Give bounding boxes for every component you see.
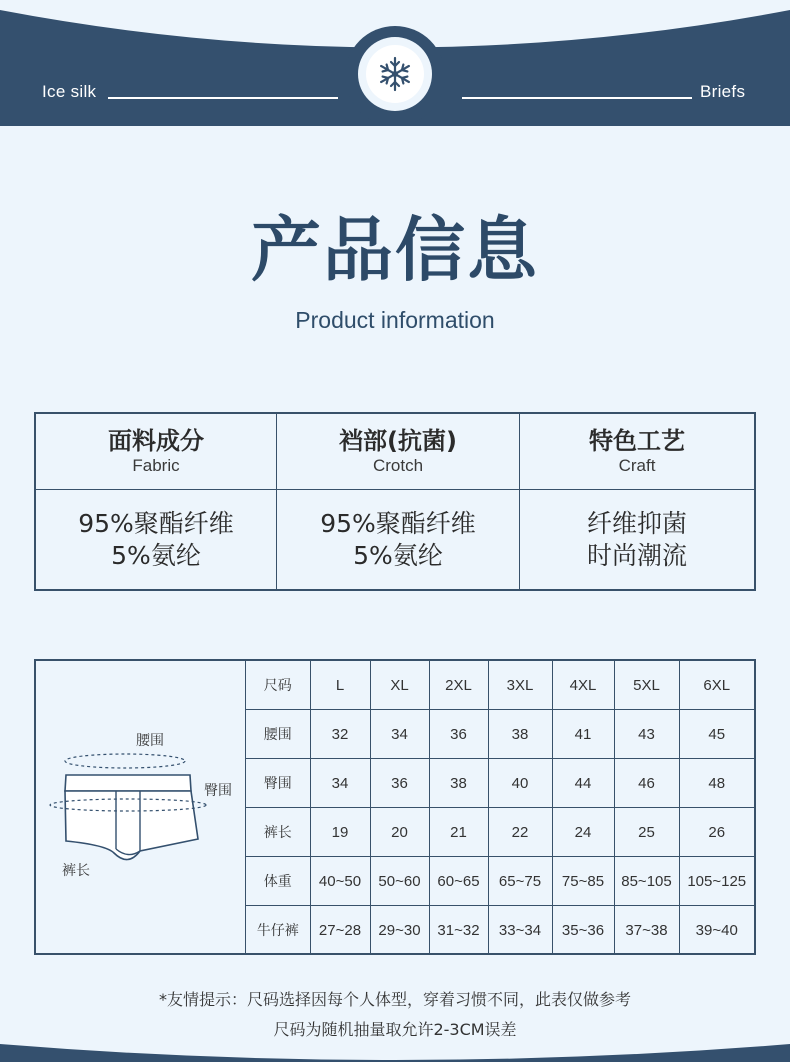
size-cell: 60~65 xyxy=(429,857,488,906)
size-cell: 44 xyxy=(552,759,614,808)
header-left-label: Ice silk xyxy=(42,82,97,101)
size-cell: 29~30 xyxy=(370,906,429,955)
diagram-length-label: 裤长 xyxy=(62,863,90,879)
size-row-label: 臀围 xyxy=(246,759,310,808)
size-row xyxy=(246,759,754,808)
size-cell: 6XL xyxy=(679,661,754,710)
size-cell: 34 xyxy=(370,710,429,759)
briefs-diagram-icon xyxy=(36,661,246,953)
size-cell: 4XL xyxy=(552,661,614,710)
header-right-label: Briefs xyxy=(700,82,746,101)
size-row-label: 牛仔裤 xyxy=(246,906,310,955)
info-value-line: 5%氨纶 xyxy=(353,541,443,570)
info-value-line: 95%聚酯纤维 xyxy=(78,509,234,538)
info-value-line: 纤维抑菌 xyxy=(586,509,687,538)
size-cell: 31~32 xyxy=(429,906,488,955)
size-cell: 20 xyxy=(370,808,429,857)
info-header-cn: 特色工艺 xyxy=(589,427,685,455)
size-cell: 40 xyxy=(488,759,552,808)
info-value-line: 时尚潮流 xyxy=(586,541,687,570)
size-note-line2: 尺码为随机抽量取允许2-3CM误差 xyxy=(273,1020,517,1039)
measurement-diagram xyxy=(36,661,246,953)
info-value-line: 5%氨纶 xyxy=(111,541,201,570)
size-row-label: 尺码 xyxy=(246,661,310,710)
info-header-crotch xyxy=(277,414,520,489)
size-header-row xyxy=(246,661,754,710)
page-subtitle: Product information xyxy=(295,307,495,333)
info-header-fabric xyxy=(36,414,277,489)
size-cell: 32 xyxy=(310,710,370,759)
product-info-table xyxy=(34,412,756,591)
info-table-header-row xyxy=(36,414,754,490)
size-cell: 19 xyxy=(310,808,370,857)
size-cell: 39~40 xyxy=(679,906,754,955)
size-cell: 3XL xyxy=(488,661,552,710)
size-cell: 33~34 xyxy=(488,906,552,955)
size-cell: 36 xyxy=(429,710,488,759)
size-note-line1: *友情提示：尺码选择因每个人体型，穿着习惯不同，此表仅做参考 xyxy=(158,990,631,1009)
size-cell: 34 xyxy=(310,759,370,808)
info-table-body-row xyxy=(36,490,754,590)
size-cell: 38 xyxy=(488,710,552,759)
size-row xyxy=(246,710,754,759)
size-cell: 75~85 xyxy=(552,857,614,906)
info-value-craft xyxy=(520,490,754,590)
snowflake-icon xyxy=(373,52,417,96)
size-row xyxy=(246,808,754,857)
size-cell: XL xyxy=(370,661,429,710)
size-cell: 2XL xyxy=(429,661,488,710)
size-cell: 21 xyxy=(429,808,488,857)
info-value-line: 95%聚酯纤维 xyxy=(320,509,476,538)
size-chart xyxy=(34,659,756,955)
info-value-fabric xyxy=(36,490,277,590)
info-header-cn: 裆部(抗菌) xyxy=(339,427,457,455)
info-header-en: Craft xyxy=(618,456,656,475)
diagram-waist-label: 腰围 xyxy=(136,733,164,749)
info-header-en: Fabric xyxy=(132,456,180,475)
size-row-label: 腰围 xyxy=(246,710,310,759)
size-cell: 105~125 xyxy=(679,857,754,906)
size-cell: 37~38 xyxy=(614,906,679,955)
size-cell: 41 xyxy=(552,710,614,759)
size-cell: 65~75 xyxy=(488,857,552,906)
size-cell: 45 xyxy=(679,710,754,759)
size-cell: 35~36 xyxy=(552,906,614,955)
info-header-cn: 面料成分 xyxy=(108,427,204,455)
size-cell: 43 xyxy=(614,710,679,759)
size-cell: 48 xyxy=(679,759,754,808)
diagram-hip-label: 臀围 xyxy=(204,783,232,799)
size-cell: 38 xyxy=(429,759,488,808)
page-title: 产品信息 xyxy=(251,209,539,291)
size-row-label: 体重 xyxy=(246,857,310,906)
size-cell: 5XL xyxy=(614,661,679,710)
size-cell: L xyxy=(310,661,370,710)
size-cell: 46 xyxy=(614,759,679,808)
info-header-en: Crotch xyxy=(372,456,424,475)
size-cell: 24 xyxy=(552,808,614,857)
size-cell: 26 xyxy=(679,808,754,857)
size-cell: 25 xyxy=(614,808,679,857)
size-cell: 40~50 xyxy=(310,857,370,906)
size-row xyxy=(246,857,754,906)
info-header-craft xyxy=(520,414,754,489)
size-cell: 50~60 xyxy=(370,857,429,906)
size-cell: 22 xyxy=(488,808,552,857)
info-value-crotch xyxy=(277,490,520,590)
size-cell: 85~105 xyxy=(614,857,679,906)
footer-banner xyxy=(0,1022,790,1062)
size-cell: 36 xyxy=(370,759,429,808)
size-grid xyxy=(246,661,754,954)
size-row xyxy=(246,906,754,955)
size-row-label: 裤长 xyxy=(246,808,310,857)
size-cell: 27~28 xyxy=(310,906,370,955)
